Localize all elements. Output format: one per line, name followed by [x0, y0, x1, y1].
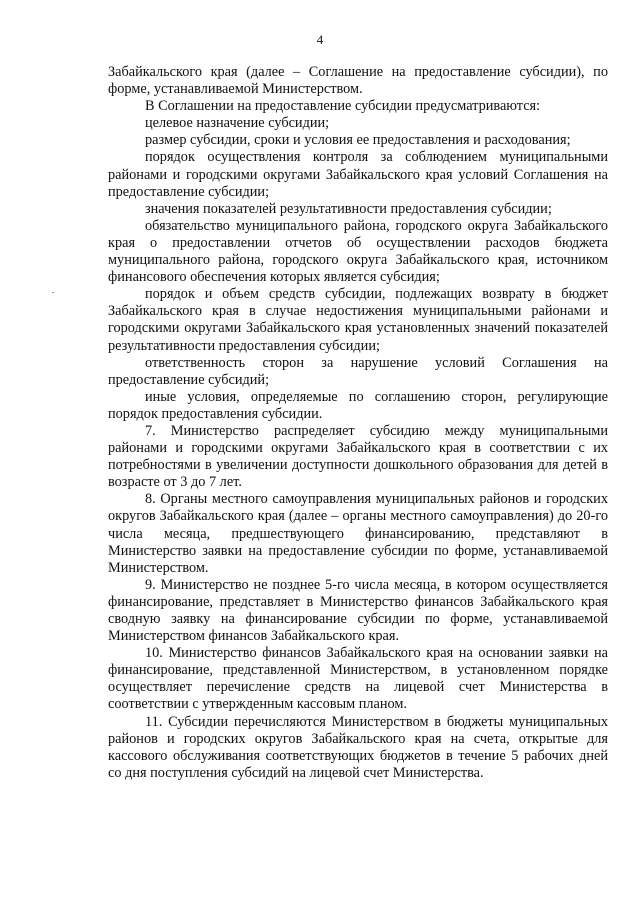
paragraph-continuation: Забайкальского края (далее – Соглашение на предоставление субсидии), по форме, устанавливаемой Министерством. — [108, 64, 608, 98]
margin-mark — [52, 292, 54, 293]
paragraph-other-conditions: иные условия, определяемые по соглашению сторон, регулирующие порядок предоставления субсидии. — [108, 388, 608, 422]
paragraph-responsibility: ответственность сторон за нарушение условий Соглашения на предоставление субсидий; — [108, 354, 608, 388]
paragraph-subsidy-size: размер субсидии, сроки и условия ее предоставления и расходования; — [145, 132, 571, 149]
paragraph-performance-indicators: значения показателей результативности предоставления субсидии; — [145, 200, 552, 217]
paragraph-target-purpose: целевое назначение субсидии; — [145, 115, 330, 132]
paragraph-item-8: 8. Органы местного самоуправления муниципальных районов и городских округов Забайкальского края (далее – органы местного самоуправления) до 20-го числа месяца, предшествующего финансированию, представляют в Министерство заявки на предоставление субсидии по форме, устанавливаемой Министерством. — [108, 491, 608, 576]
paragraph-control-procedure: порядок осуществления контроля за соблюдением муниципальными районами и городскими округами Забайкальского края условий Соглашения на предоставление субсидии; — [108, 149, 608, 200]
paragraph-agreement-provisions: В Соглашении на предоставление субсидии предусматриваются: — [145, 98, 541, 115]
paragraph-item-9: 9. Министерство не позднее 5-го числа месяца, в котором осуществляется финансирование, представляет в Министерство финансов Забайкальского края сводную заявку на финансирование субсидии по форме, устанавливаемой Министерством финансов Забайкальского края. — [108, 576, 608, 645]
paragraph-item-7: 7. Министерство распределяет субсидию между муниципальными районами и городскими округами Забайкальского края в соответствии с их потребностями в увеличении доступности дошкольного образования для детей в возрасте от 3 до 7 лет. — [108, 422, 608, 491]
paragraph-refund-procedure: порядок и объем средств субсидии, подлежащих возврату в бюджет Забайкальского края в случае недостижения муниципальными районами и городскими округами Забайкальского края установленных значений показателей результативности предоставления субсидии; — [108, 286, 608, 354]
paragraph-item-11: 11. Субсидии перечисляются Министерством в бюджеты муниципальных районов и городских округов Забайкальского края на счета, открытые для кассового обслуживания соответствующих бюджетов в течение 5 рабочих дней со дня поступления субсидий на лицевой счет Министерства. — [108, 713, 608, 781]
page-number: 4 — [316, 32, 324, 47]
document-body — [108, 64, 608, 782]
paragraph-reporting-obligation: обязательство муниципального района, городского округа Забайкальского края о предоставлении отчетов об осуществлении расходов бюджета муниципального района, городского округа Забайкальского края, источником финансового обеспечения которых является субсидия; — [108, 217, 608, 286]
paragraph-item-10: 10. Министерство финансов Забайкальского края на основании заявки на финансирование, представленной Министерством, в установленном порядке осуществляет перечисление средств на лицевой счет Министерства в соответствии с утвержденным кассовым планом. — [108, 645, 608, 713]
